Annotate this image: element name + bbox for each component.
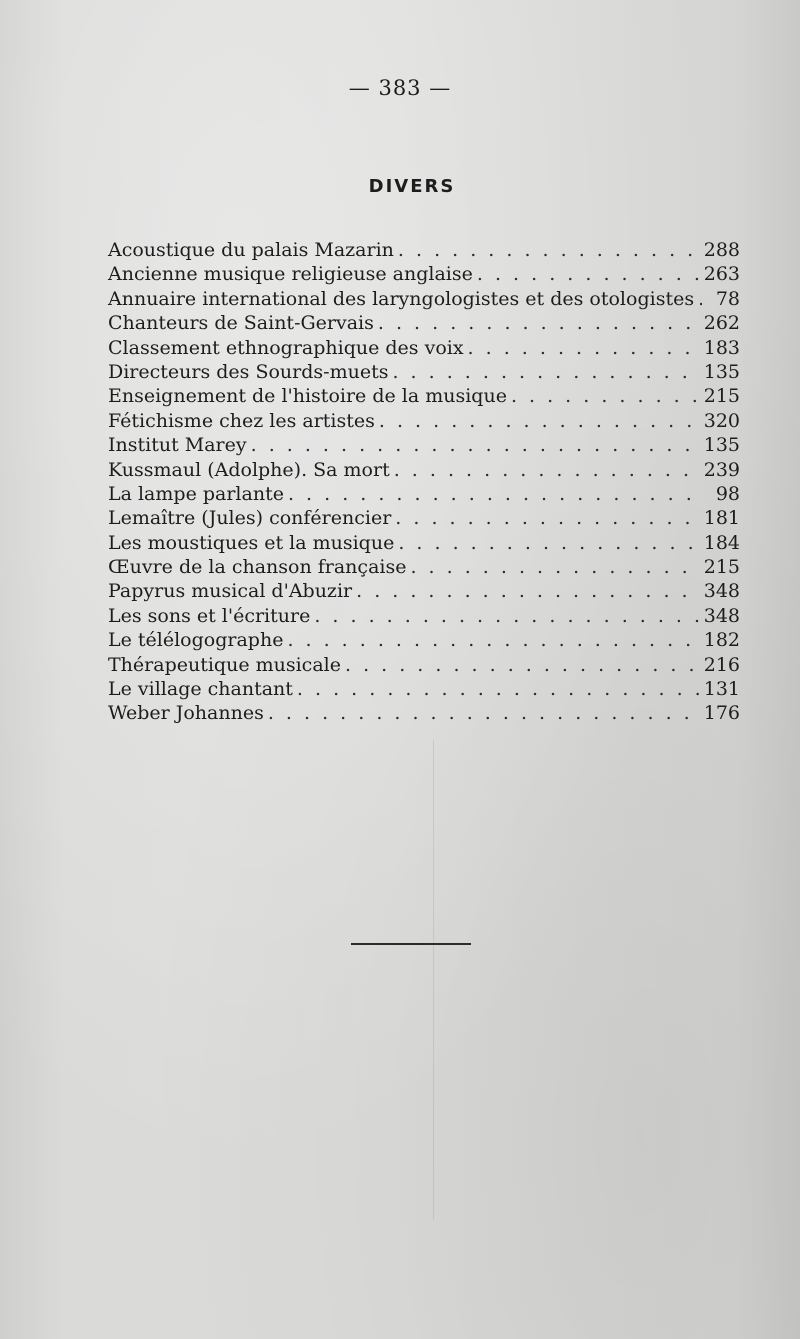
index-entry	[108, 239, 740, 263]
entry-page-number: 215	[703, 385, 740, 408]
entry-page-number: 135	[703, 434, 740, 457]
entry-page-number: 78	[715, 287, 740, 310]
entry-title: La lampe parlante	[108, 482, 284, 505]
dot-leader	[288, 483, 702, 505]
dot-leader	[410, 556, 699, 578]
entry-title: Fétichisme chez les artistes	[108, 409, 375, 432]
index-entries	[108, 239, 740, 727]
dot-leader	[379, 410, 700, 432]
index-entry	[108, 263, 740, 287]
entry-title: Directeurs des Sourds-muets	[108, 360, 389, 383]
entry-page-number: 183	[703, 336, 740, 359]
entry-title: Les sons et l'écriture	[108, 604, 311, 627]
entry-page-number: 216	[703, 653, 740, 676]
entry-page-number: 131	[703, 678, 740, 701]
index-entry	[108, 288, 740, 312]
index-entry	[108, 459, 740, 483]
index-entry	[108, 507, 740, 531]
entry-title: Ancienne musique religieuse anglaise	[108, 263, 473, 286]
entry-page-number: 184	[703, 531, 740, 554]
entry-page-number: 262	[703, 312, 740, 335]
page-number: — 383 —	[348, 76, 452, 100]
entry-title: Papyrus musical d'Abuzir	[108, 580, 353, 603]
index-entry	[108, 678, 740, 702]
index-entry	[108, 532, 740, 556]
bleed-through-rule	[433, 740, 434, 1220]
entry-page-number: 320	[703, 409, 740, 432]
dot-leader	[345, 654, 700, 676]
index-entry	[108, 312, 740, 336]
entry-title: Classement ethnographique des voix	[108, 336, 464, 359]
entry-title: Annuaire international des laryngologistes et des otologistes	[108, 287, 695, 310]
dot-leader	[251, 434, 700, 456]
entry-title: Kussmaul (Adolphe). Sa mort	[108, 458, 390, 481]
dot-leader	[356, 580, 700, 602]
entry-title: Œuvre de la chanson française	[108, 556, 407, 579]
dot-leader	[398, 532, 699, 554]
entry-page-number: 239	[703, 458, 740, 481]
dot-leader	[698, 288, 702, 310]
entry-page-number: 176	[703, 702, 740, 725]
entry-title: Institut Marey	[108, 434, 247, 457]
entry-title: Enseignement de l'histoire de la musique	[108, 385, 507, 408]
dot-leader	[268, 702, 700, 724]
entry-title: Acoustique du palais Mazarin	[108, 239, 394, 261]
entry-page-number: 135	[703, 360, 740, 383]
index-entry	[108, 434, 740, 458]
entry-page-number: 182	[703, 629, 740, 652]
entry-page-number: 98	[715, 482, 740, 505]
entry-title: Lemaître (Jules) conférencier	[108, 507, 392, 530]
dot-leader	[392, 361, 699, 383]
entry-title: Le village chantant	[108, 678, 293, 701]
index-entry	[108, 385, 740, 409]
section-title: DIVERS	[368, 176, 456, 197]
dot-leader	[395, 507, 699, 529]
entry-page-number: 215	[703, 556, 740, 579]
closing-rule	[351, 943, 471, 945]
entry-page-number: 288	[703, 239, 740, 261]
index-entry	[108, 580, 740, 604]
entry-title: Thérapeutique musicale	[108, 653, 341, 676]
dot-leader	[394, 459, 700, 481]
index-entry	[108, 337, 740, 361]
dot-leader	[378, 312, 700, 334]
index-entry	[108, 556, 740, 580]
index-entry	[108, 483, 740, 507]
entry-title: Chanteurs de Saint-Gervais	[108, 312, 374, 335]
index-entry	[108, 629, 740, 653]
dot-leader	[398, 239, 700, 261]
entry-page-number: 348	[703, 604, 740, 627]
entry-page-number: 181	[703, 507, 740, 530]
entry-title: Les moustiques et la musique	[108, 531, 395, 554]
entry-page-number: 263	[703, 263, 740, 286]
dot-leader	[297, 678, 700, 700]
index-entry	[108, 361, 740, 385]
index-entry	[108, 654, 740, 678]
index-entry	[108, 702, 740, 726]
entry-title: Weber Johannes	[108, 702, 264, 725]
entry-title: Le télélogographe	[108, 629, 284, 652]
dot-leader	[468, 337, 700, 359]
dot-leader	[477, 263, 700, 285]
dot-leader	[511, 385, 700, 407]
entry-page-number: 348	[703, 580, 740, 603]
index-entry	[108, 410, 740, 434]
dot-leader	[314, 605, 699, 627]
dot-leader	[287, 629, 699, 651]
index-entry	[108, 605, 740, 629]
